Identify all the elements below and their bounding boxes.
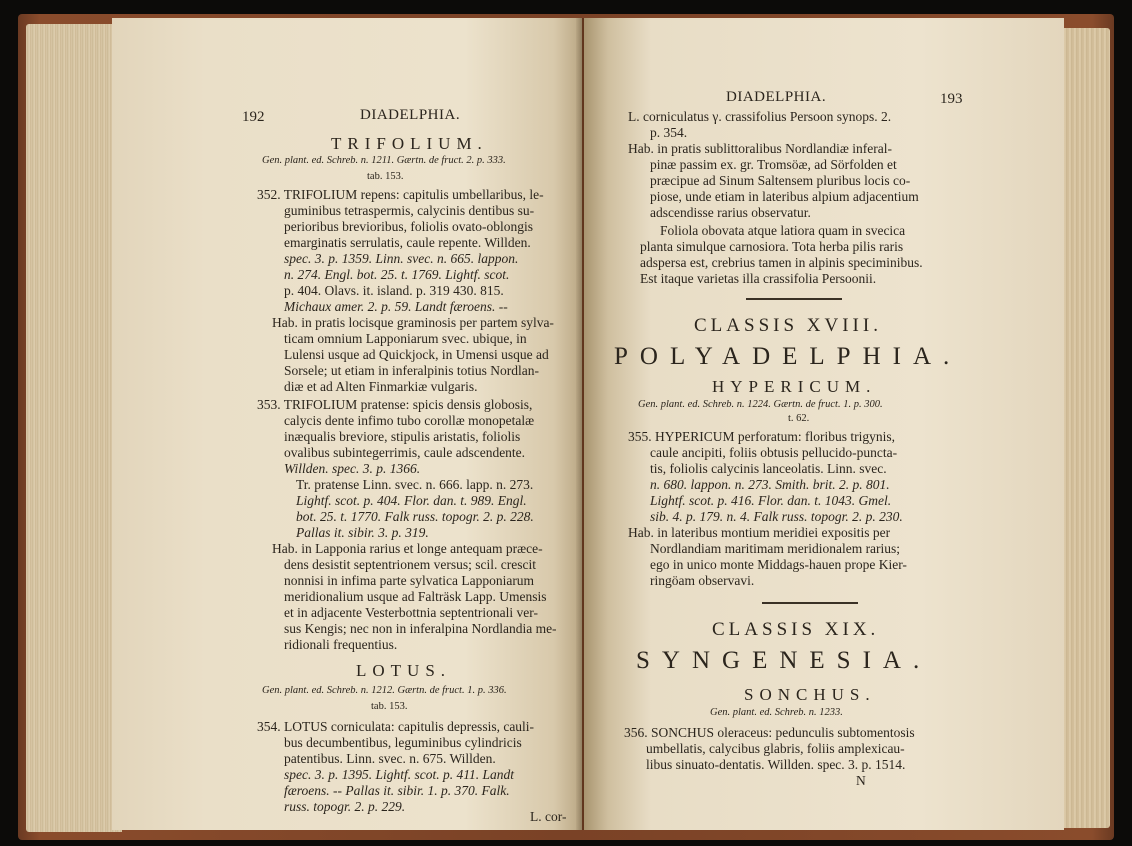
- text-line: 353. TRIFOLIUM pratense: spicis densis globosis,: [257, 397, 533, 412]
- genus-heading-hypericum: HYPERICUM.: [712, 377, 877, 396]
- genus-reference: Gen. plant. ed. Schreb. n. 1233.: [710, 707, 843, 718]
- text-line: n. 274. Engl. bot. 25. t. 1769. Lightf. scot.: [284, 267, 510, 282]
- text-line: Willden. spec. 3. p. 1366.: [284, 461, 421, 476]
- genus-reference-tab: tab. 153.: [367, 171, 404, 182]
- text-line: 355. HYPERICUM perforatum: floribus trigynis,: [628, 429, 895, 444]
- text-line: ego in unico monte Middags-hauen prope Kier-: [650, 557, 907, 572]
- text-line: umbellatis, calycibus glabris, foliis amplexicau-: [646, 741, 905, 756]
- text-line: sib. 4. p. 179. n. 4. Falk russ. topogr. 2. p. 230.: [650, 509, 903, 524]
- page-edges-left: [26, 24, 122, 832]
- text-line: pinæ passim ex. gr. Tromsöæ, ad Sörfolden et: [650, 157, 897, 172]
- text-line: spec. 3. p. 1395. Lightf. scot. p. 411. Landt: [284, 767, 515, 782]
- left-page-number: 192: [242, 109, 265, 125]
- text-line: n. 680. lappon. n. 273. Smith. brit. 2. p. 801.: [650, 477, 890, 492]
- genus-reference-tab: tab. 153.: [371, 701, 408, 712]
- text-line: Hab. in pratis locisque graminosis per partem sylva-: [272, 315, 554, 330]
- text-line: ticam omnium Lapponiarum svec. ubique, in: [284, 331, 527, 346]
- genus-reference: Gen. plant. ed. Schreb. n. 1224. Gærtn. de fruct. 1. p. 300.: [638, 399, 883, 410]
- text-line: p. 354.: [650, 125, 688, 140]
- right-page: [584, 18, 1064, 830]
- text-line: Hab. in lateribus montium meridiei expositis per: [628, 525, 891, 540]
- text-line: inæqualis breviore, stipulis aristatis, foliolis: [284, 429, 521, 444]
- text-line: patentibus. Linn. svec. n. 675. Willden.: [284, 751, 496, 766]
- text-line: bus decumbentibus, leguminibus cylindricis: [284, 735, 522, 750]
- genus-heading-sonchus: SONCHUS.: [744, 685, 876, 704]
- text-line: præcipue ad Sinum Saltensem pluribus locis co-: [650, 173, 911, 188]
- text-line: Foliola obovata atque latiora quam in svecica: [660, 223, 906, 238]
- text-line: diæ et ad Alten Finmarkiæ vulgaris.: [284, 379, 478, 394]
- text-line: bot. 25. t. 1770. Falk russ. topogr. 2. p. 228.: [296, 509, 534, 524]
- genus-reference: Gen. plant. ed. Schreb. n. 1212. Gærtn. de fruct. 1. p. 336.: [262, 685, 507, 696]
- text-line: L. corniculatus γ. crassifolius Persoon synops. 2.: [628, 109, 892, 124]
- text-line: calycis dente infimo tubo corollæ monopetalæ: [284, 413, 535, 428]
- genus-reference: Gen. plant. ed. Schreb. n. 1211. Gærtn. de fruct. 2. p. 333.: [262, 155, 506, 166]
- catchword: L. cor-: [530, 809, 567, 824]
- text-line: perioribus brevioribus, foliolis ovato-oblongis: [284, 219, 533, 234]
- left-page: [112, 18, 582, 830]
- text-line: Lightf. scot. p. 416. Flor. dan. t. 1043. Gmel.: [650, 493, 892, 508]
- text-line: færoens. -- Pallas it. sibir. 1. p. 370. Falk.: [284, 783, 510, 798]
- right-running-head: DIADELPHIA.: [726, 89, 827, 105]
- text-line: libus sinuato-dentatis. Willden. spec. 3. p. 1514.: [646, 757, 906, 772]
- right-page-number: 193: [940, 91, 963, 107]
- text-line: et in adjacente Vesterbottnia septentrionali ver-: [284, 605, 539, 620]
- signature-mark: N: [856, 773, 866, 788]
- text-line: guminibus tetraspermis, calycinis dentibus su-: [284, 203, 535, 218]
- text-line: Sorsele; ut etiam in inferalpinis totius Nordlan-: [284, 363, 539, 378]
- text-line: spec. 3. p. 1359. Linn. svec. n. 665. lappon.: [284, 251, 519, 266]
- text-line: ovalibus subintegerrimis, caule adscendente.: [284, 445, 526, 460]
- classis-heading: CLASSIS XVIII.: [694, 315, 882, 336]
- text-line: piose, unde etiam in lateribus alpium adjacentium: [650, 189, 919, 204]
- text-line: caule ancipiti, foliis obtusis pellucido-puncta-: [650, 445, 898, 460]
- genus-heading-trifolium: TRIFOLIUM.: [331, 134, 488, 153]
- text-line: adscendisse rarius observatur.: [650, 205, 811, 220]
- text-line: 352. TRIFOLIUM repens: capitulis umbellaribus, le-: [257, 187, 544, 202]
- text-line: adspersa est, crebrius tamen in alpinis speciminibus.: [640, 255, 923, 270]
- text-line: 356. SONCHUS oleraceus: pedunculis subtomentosis: [624, 725, 915, 740]
- text-line: Pallas it. sibir. 3. p. 319.: [296, 525, 429, 540]
- text-line: russ. topogr. 2. p. 229.: [284, 799, 406, 814]
- text-line: ringöam observavi.: [650, 573, 755, 588]
- text-line: nonnisi in infima parte sylvatica Lapponiarum: [284, 573, 535, 588]
- text-line: Tr. pratense Linn. svec. n. 666. lapp. n. 273.: [296, 477, 534, 492]
- text-line: Michaux amer. 2. p. 59. Landt færoens. --: [284, 299, 508, 314]
- text-line: ridionali frequentius.: [284, 637, 398, 652]
- genus-heading-lotus: LOTUS.: [356, 661, 452, 680]
- page-edges-right: [1058, 28, 1110, 828]
- text-line: Lulensi usque ad Quickjock, in Umensi usque ad: [284, 347, 549, 362]
- text-line: emarginatis serrulatis, caule repente. Willden.: [284, 235, 531, 250]
- text-line: dens desistit septentrionem versus; scil. crescit: [284, 557, 536, 572]
- left-running-head: DIADELPHIA.: [360, 107, 461, 123]
- text-line: meridionalium usque ad Falträsk Lapp. Umensis: [284, 589, 547, 604]
- divider-rule: [746, 298, 842, 300]
- text-line: Hab. in Lapponia rarius et longe antequam præce-: [272, 541, 543, 556]
- classis-heading: CLASSIS XIX.: [712, 619, 880, 640]
- text-line: p. 404. Olavs. it. island. p. 319 430. 815.: [284, 283, 504, 298]
- text-line: tis, foliolis calycinis lanceolatis. Linn. svec.: [650, 461, 887, 476]
- divider-rule: [762, 602, 858, 604]
- text-line: Nordlandiam maritimam meridionalem rarius;: [650, 541, 901, 556]
- text-line: 354. LOTUS corniculata: capitulis depressis, cauli-: [257, 719, 535, 734]
- classis-name: SYNGENESIA.: [636, 647, 932, 674]
- text-line: Est itaque varietas illa crassifolia Persoonii.: [640, 271, 877, 286]
- genus-reference-tab: t. 62.: [788, 413, 810, 424]
- text-line: Lightf. scot. p. 404. Flor. dan. t. 989. Engl.: [296, 493, 527, 508]
- classis-name: POLYADELPHIA.: [614, 343, 962, 370]
- text-line: planta simulque carnosiora. Tota herba pilis raris: [640, 239, 904, 254]
- text-line: Hab. in pratis sublittoralibus Nordlandiæ inferal-: [628, 141, 892, 156]
- text-line: sus Kengis; nec non in inferalpina Nordlandia me-: [284, 621, 557, 636]
- book: [18, 14, 1114, 840]
